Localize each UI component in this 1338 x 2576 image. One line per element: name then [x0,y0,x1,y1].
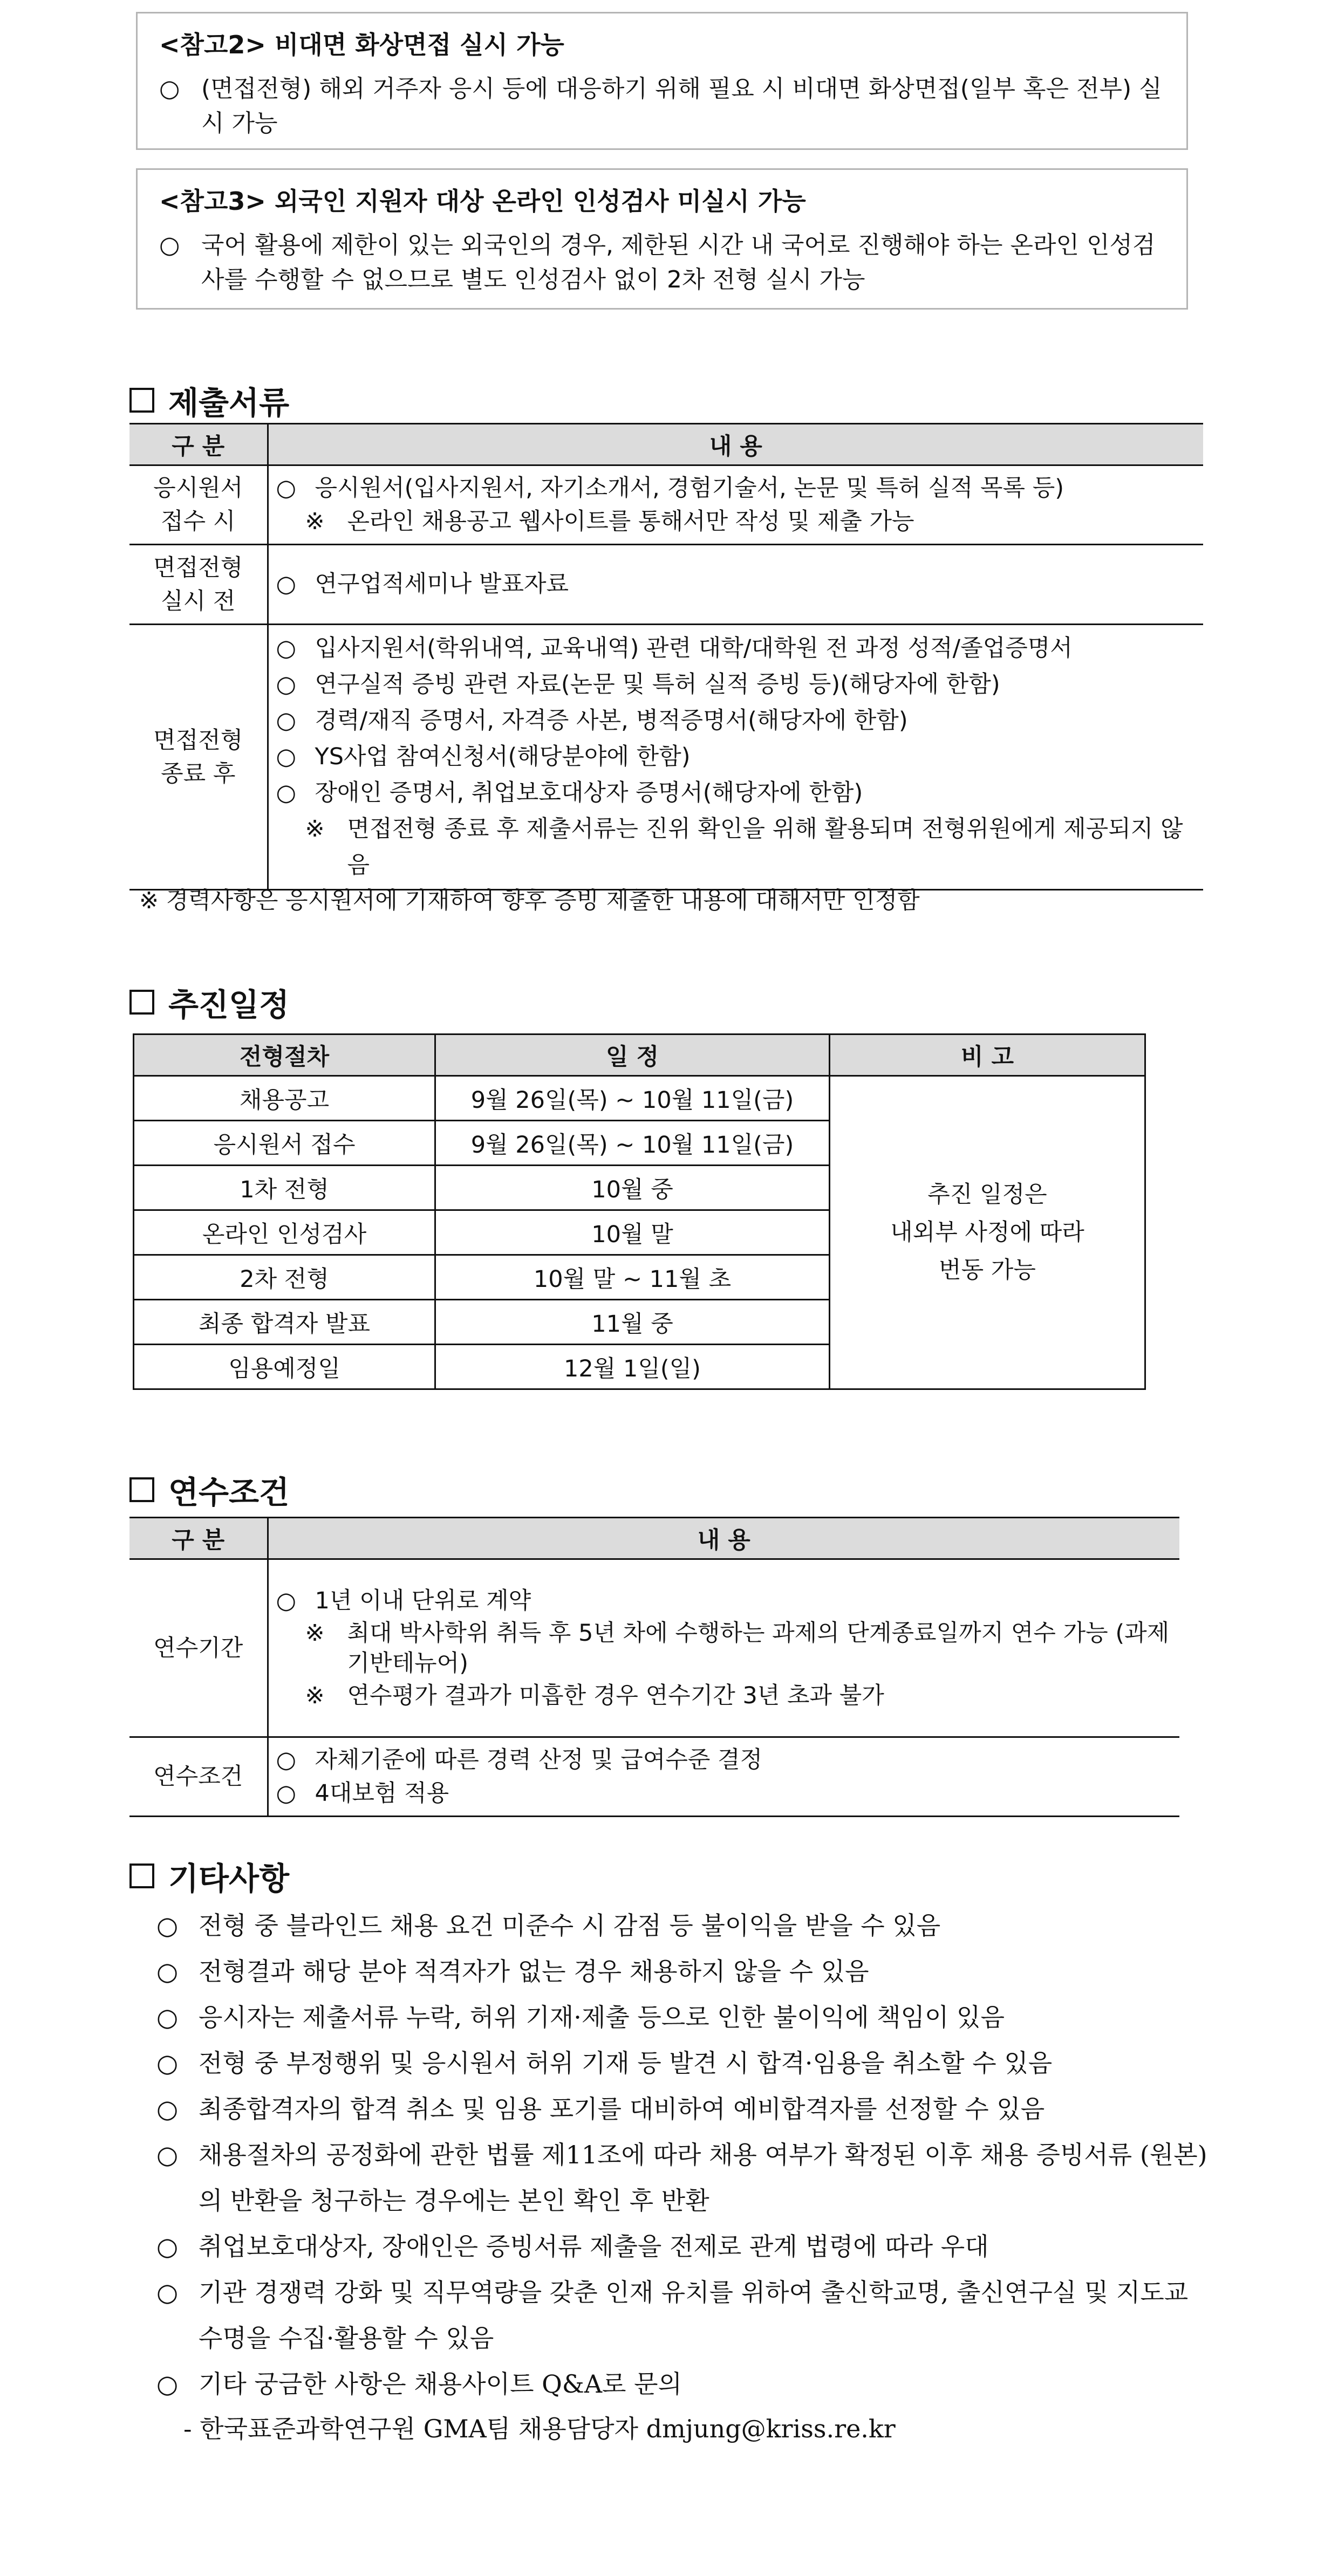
bullet-icon: ○ [276,743,297,770]
note-text: 국어 활용에 제한이 있는 외국인의 경우, 제한된 시간 내 국어로 진행해야 하는 온라인 인성검사를 수행할 수 없으므로 별도 인성검사 없이 2차 전형 실시 가능 [201,231,1156,293]
reference-mark-icon: ※ [305,1682,325,1709]
section-title: 제출서류 [168,385,290,421]
bullet-icon: ○ [156,2094,179,2123]
bullet-icon: ○ [156,2003,179,2032]
list-item: ○ 장애인 증명서, 취업보호대상자 증명서(해당자에 한함) [276,775,1197,811]
table-header-row [134,1034,1145,1076]
list-item: ○ 전형결과 해당 분야 적격자가 없는 경우 채용하지 않을 수 있음 [156,1949,1209,1995]
step-cell: 1차 전형 [134,1166,435,1210]
training-table [129,1517,1179,1817]
bullet-icon: ○ [156,1911,179,1940]
note-line [159,72,1165,141]
column-header: 내 용 [268,1518,1179,1559]
bullet-icon: ○ [156,2278,179,2307]
row-category: 응시원서 접수 시 [129,465,268,545]
note-box-3 [136,168,1188,310]
row-category: 면접전형 종료 후 [129,625,268,890]
date-cell: 10월 말 [435,1210,830,1255]
date-cell: 12월 1일(일) [435,1345,830,1389]
table-row [129,545,1203,625]
section-title: 기타사항 [168,1860,290,1897]
table-header-row [129,424,1203,465]
date-cell: 9월 26일(목) ~ 10월 11일(금) [435,1121,830,1166]
list-item: ○ 4대보험 적용 [276,1777,1173,1810]
list-item: ○ 1년 이내 단위로 계약 [276,1584,1173,1618]
bullet-icon: ○ [276,635,297,662]
schedule-table [133,1033,1146,1390]
bullet-icon: ○ [156,1957,179,1986]
contact-line: - 한국표준과학연구원 GMA팀 채용담당자 dmjung@kriss.re.kr [183,2414,896,2443]
row-content [268,1559,1179,1737]
bullet-icon: ○ [276,1587,297,1614]
section-heading-docs [129,378,289,423]
section-heading-misc [129,1853,289,1899]
step-cell: 응시원서 접수 [134,1121,435,1166]
checkbox-square-icon [129,1864,154,1888]
list-item: ○ 전형 중 블라인드 채용 요건 미준수 시 감점 등 불이익을 받을 수 있음 [156,1903,1209,1949]
checkbox-square-icon [129,990,154,1015]
docs-table [129,423,1203,890]
list-item: ○ YS사업 참여신청서(해당분야에 한함) [276,739,1197,775]
list-item: ○ 기타 궁금한 사항은 채용사이트 Q&A로 문의 [156,2361,1209,2407]
section-title: 연수조건 [168,1474,290,1511]
step-cell: 임용예정일 [134,1345,435,1389]
table-row [129,1737,1179,1817]
step-cell: 최종 합격자 발표 [134,1300,435,1345]
bullet-icon: ○ [276,707,297,734]
row-content [268,1737,1179,1817]
column-header: 구 분 [129,424,268,465]
list-item: ○ 응시자는 제출서류 누락, 허위 기재·제출 등으로 인한 불이익에 책임이 있음 [156,1995,1209,2040]
bullet-icon: ○ [276,671,297,698]
bullet-icon: ○ [276,1746,297,1773]
row-category: 연수기간 [129,1559,268,1737]
table-header-row [129,1518,1179,1559]
section-heading-training [129,1467,289,1512]
section-heading-schedule [129,979,289,1025]
section-title: 추진일정 [168,986,290,1023]
step-cell: 온라인 인성검사 [134,1210,435,1255]
list-item: ○ 자체기준에 따른 경력 산정 및 급여수준 결정 [276,1743,1173,1777]
row-content [268,625,1203,890]
list-item: ※ 연수평가 결과가 미흡한 경우 연수기간 3년 초과 불가 [276,1678,1173,1713]
list-item: ○ 기관 경쟁력 강화 및 직무역량을 갖춘 인재 유치를 위하여 출신학교명, 출신연구실 및 지도교수명을 수집·활용할 수 있음 [156,2270,1209,2361]
list-item: ○ 연구실적 증빙 관련 자료(논문 및 특허 실적 증빙 등)(해당자에 한함) [276,667,1197,703]
note-title: <참고3> 외국인 지원자 대상 온라인 인성검사 미실시 가능 [159,187,806,216]
misc-list [156,1903,1209,2450]
bullet-icon: ○ [156,2049,179,2078]
note-title: <참고2> 비대면 화상면접 실시 가능 [159,30,564,59]
date-cell: 11월 중 [435,1300,830,1345]
bullet-icon: ○ [156,2369,179,2399]
column-header: 전형절차 [134,1034,435,1076]
list-item: ○ 취업보호대상자, 장애인은 증빙서류 제출을 전제로 관계 법령에 따라 우대 [156,2224,1209,2270]
bullet-icon: ○ [156,2232,179,2261]
note-text: (면접전형) 해외 거주자 응시 등에 대응하기 위해 필요 시 비대면 화상면접(일부 혹은 전부) 실시 가능 [201,75,1162,137]
column-header: 구 분 [129,1518,268,1559]
remark-cell: 추진 일정은 내외부 사정에 따라 번동 가능 [829,1076,1145,1389]
column-header: 일 정 [435,1034,830,1076]
table-row [129,465,1203,545]
row-category: 면접전형 실시 전 [129,545,268,625]
note-box-2 [136,12,1188,150]
list-item: ○ 전형 중 부정행위 및 응시원서 허위 기재 등 발견 시 합격·임용을 취소할 수 있음 [156,2040,1209,2086]
step-cell: 채용공고 [134,1076,435,1121]
row-content [268,545,1203,625]
date-cell: 9월 26일(목) ~ 10월 11일(금) [435,1076,830,1121]
list-item: ※ 온라인 채용공고 웹사이트를 통해서만 작성 및 제출 가능 [276,505,1197,538]
list-item: ○ 최종합격자의 합격 취소 및 임용 포기를 대비하여 예비합격자를 선정할 수 있음 [156,2086,1209,2132]
reference-mark-icon: ※ [305,508,325,535]
bullet-icon: ○ [159,231,180,259]
list-item: ○ 연구업적세미나 발표자료 [276,566,1197,602]
table-row [129,625,1203,890]
list-item: ○ 응시원서(입사지원서, 자기소개서, 경험기술서, 논문 및 특허 실적 목록 등) [276,471,1197,505]
list-item: ○ 입사지원서(학위내역, 교육내역) 관련 대학/대학원 전 과정 성적/졸업증명서 [276,631,1197,667]
note-line [159,228,1165,297]
reference-mark-icon: ※ [305,1619,325,1647]
list-item: ○ 경력/재직 증명서, 자격증 사본, 병적증명서(해당자에 한함) [276,703,1197,739]
bullet-icon: ○ [159,75,180,102]
reference-mark-icon: ※ [305,816,325,842]
bullet-icon: ○ [276,1780,297,1807]
list-item: ○ 채용절차의 공정화에 관한 법률 제11조에 따라 채용 여부가 확정된 이후 채용 증빙서류 (원본)의 반환을 청구하는 경우에는 본인 확인 후 반환 [156,2132,1209,2224]
checkbox-square-icon [129,1477,154,1502]
checkbox-square-icon [129,388,154,413]
date-cell: 10월 말 ~ 11월 초 [435,1255,830,1300]
list-item: ※ 최대 박사학위 취득 후 5년 차에 수행하는 과제의 단계종료일까지 연수 가능 (과제기반테뉴어) [276,1618,1173,1678]
bullet-icon: ○ [156,2140,179,2169]
list-item: ※ 면접전형 종료 후 제출서류는 진위 확인을 위해 활용되며 전형위원에게 제공되지 않음 [276,811,1197,883]
bullet-icon: ○ [276,779,297,806]
row-category: 연수조건 [129,1737,268,1817]
bullet-icon: ○ [276,571,297,598]
step-cell: 2차 전형 [134,1255,435,1300]
row-content [268,465,1203,545]
table-row [129,1559,1179,1737]
table-row [134,1076,1145,1121]
column-header: 내 용 [268,424,1203,465]
column-header: 비 고 [829,1034,1145,1076]
docs-footnote: ※ 경력사항은 응시원서에 기재하여 향후 증빙 제출한 내용에 대해서만 인정함 [139,887,920,914]
date-cell: 10월 중 [435,1166,830,1210]
bullet-icon: ○ [276,475,297,502]
